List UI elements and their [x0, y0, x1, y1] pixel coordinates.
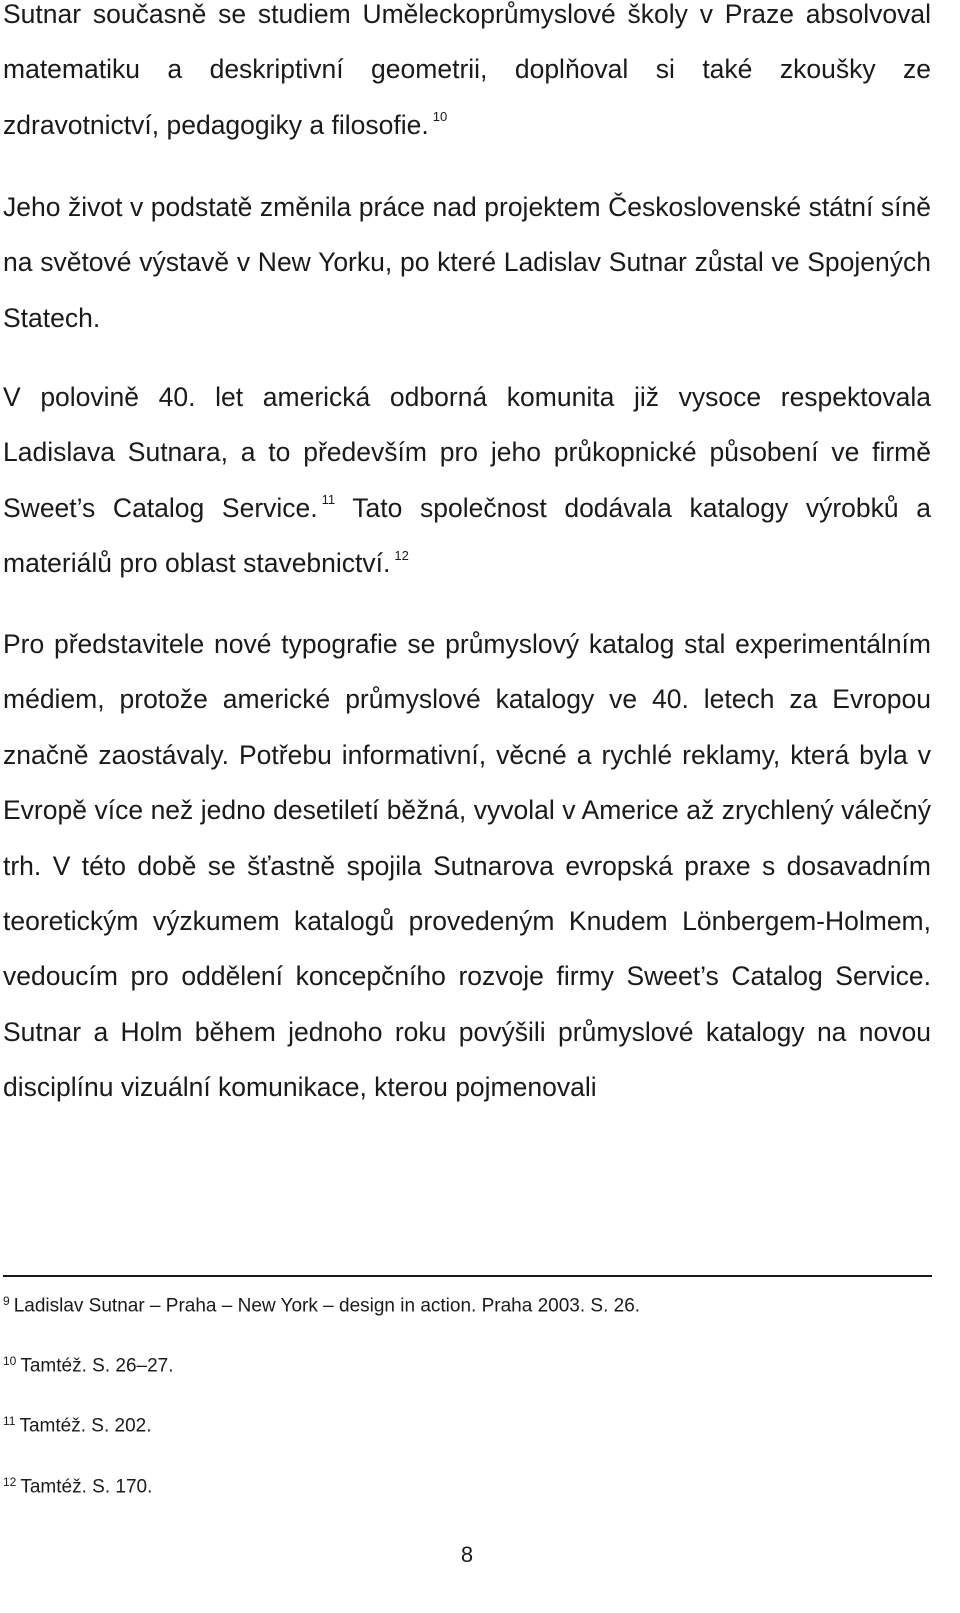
footnote-ref-11[interactable]: 11 — [321, 492, 336, 508]
paragraph-3-text-b: Tato společnost dodávala katalogy výrobků a materiálů pro oblast stavebnictví. — [3, 492, 932, 579]
paragraph-2-text: Jeho život v podstatě změnila práce nad projektem Československé státní síně na světové výstavě v New Yorku, po které Ladislav Sutnar zůstal ve Spojených Statech. — [3, 192, 931, 333]
paragraph-3 — [3, 370, 931, 592]
paragraph-4 — [3, 617, 931, 1116]
footnote-11 — [3, 1409, 151, 1439]
footnote-text: Tamtéž. S. 202. — [19, 1415, 152, 1437]
footnote-separator — [3, 1275, 932, 1277]
footnote-10 — [3, 1349, 174, 1379]
page-number: 8 — [460, 1542, 474, 1567]
footnote-number: 12 — [3, 1475, 17, 1489]
paragraph-2 — [3, 180, 931, 346]
paragraph-1 — [3, 0, 931, 153]
footnote-number: 10 — [3, 1354, 17, 1368]
footnote-number: 9 — [3, 1294, 10, 1308]
footnote-12 — [3, 1470, 152, 1500]
footnote-ref-10[interactable]: 10 — [432, 109, 448, 125]
footnote-text: Ladislav Sutnar – Praha – New York – design in action. Praha 2003. S. 26. — [13, 1295, 641, 1317]
paragraph-3-text-a: V polovině 40. let americká odborná komunita již vysoce respektovala Ladislava Sutnara, a to především pro jeho průkopnické působení ve firmě Sweet’s Catalog Service. — [3, 382, 931, 523]
paragraph-4-text: Pro představitele nové typografie se průmyslový katalog stal experimentálním médiem, protože americké průmyslové katalogy ve 40. letech za Evropou značně zaostávaly. Potřebu informativní, věcné a rychlé reklamy, která byla v Evropě více než jedno desetiletí běžná, vyvolal v Americe až zrychlený válečný trh. V této době se šťastně spojila Sutnarova evropská praxe s dosavadním teoretickým výzkumem katalogů provedeným Knudem Lönbergem-Holmem, vedoucím pro oddělení koncepčního rozvoje firmy Sweet’s Catalog Service. Sutnar a Holm během jednoho roku povýšili průmyslové katalogy na novou disciplínu vizuální komunikace, kterou pojmenovali — [3, 629, 931, 1103]
footnote-number: 11 — [3, 1414, 16, 1428]
footnote-text: Tamtéž. S. 26–27. — [20, 1355, 174, 1377]
paragraph-1-text: Sutnar současně se studiem Uměleckoprůmyslové školy v Praze absolvoval matematiku a deskriptivní geometrii, doplňoval si také zkoušky ze zdravotnictví, pedagogiky a filosofie. — [3, 0, 931, 140]
footnote-text: Tamtéž. S. 170. — [20, 1476, 153, 1498]
footnote-ref-12[interactable]: 12 — [394, 547, 409, 563]
footnote-9 — [3, 1289, 640, 1319]
